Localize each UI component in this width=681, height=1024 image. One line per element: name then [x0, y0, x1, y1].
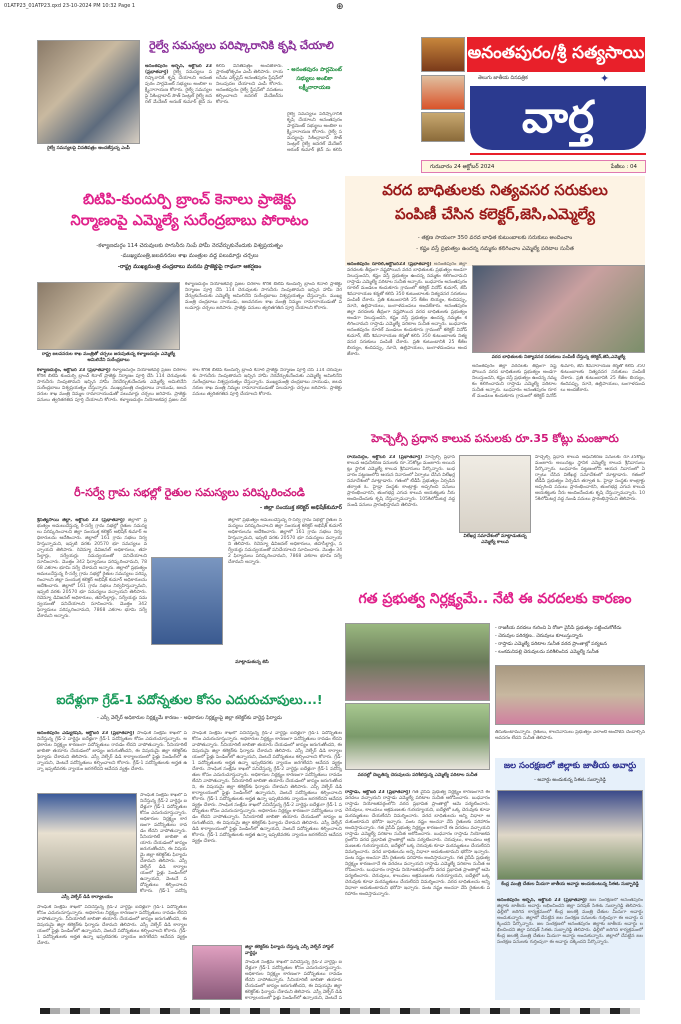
issue-date: గురువారం 24 అక్టోబర్ 2024 — [430, 163, 495, 170]
subheading: - ఎస్సీ వెల్ఫేర్ అధికారుల నిర్లక్ష్యమే కారణం - అధికారుల నిర్లక్ష్యంపై జిల్లా కలెక్టర్‌కు వార్డెన్ల ఫిర్యాదు — [96, 715, 282, 721]
bullet: - రాప్తాడు ఎమ్మెల్యే పరిటాల సునీత వరద ప్రాంతాల్లో పర్యటన — [495, 642, 607, 647]
article-body-cont: సాంఘిక సంక్షేమ శాఖలో పనిచేస్తున్న గ్రేడ్-2 వార్డెన్లు ఐదేళ్లుగా గ్రేడ్-1 పదోన్నతుల కోసం ఎదురుచూస్తున్నారు. అధికారుల నిర్లక్ష్యం కారణంగా పదోన్నతులు రావడం లేదని వాపోతున్నారు. సీనియారిటీ జాబితా తయారు చేయడంలో జాప్యం జరుగుతోందని, ఈ విషయమై జిల్లా కలెక్టర్‌కు ఫిర్యాదు చేశామని తెలిపారు. ఎస్సీ వెల్ఫేర్ డిడి కార్యాలయంలో ఫైళ్లు పెండింగ్‌లో ఉన్నాయని, వెంటనే పదోన్నతులు కల్పించాలని కోరారు. గ్రేడ్-1 పదోన్న — [140, 793, 187, 893]
body-text: జల సంరక్షణలో అనంతపురం జిల్లాకు జాతీయ అవార్డు లభించిందని జిల్లా పరిషత్ సిఈఓ సుబ్బారెడ్డి తెలిపారు. ఢిల్లీలో జరిగిన కార్యక్రమంలో కేంద్ర జలశక్తి మంత్రి చేతుల మీదుగా అవార్డు అందుకున్నారు. జిల్లాలో చేపట్టిన జల సంరక్షణ పనులకు గుర్తింపుగా ఈ అవార్డు దక్కిందని పేర్కొన్నారు. — [497, 922, 643, 945]
joint-collector-photo — [151, 557, 223, 645]
minister-meeting-photo — [37, 282, 180, 350]
deity-photo — [421, 37, 465, 72]
body-text: కళ్యాణదుర్గం నియోజకవర్గ ప్రజల చిరకాల కోరిక బిటిపి కుందుర్పి బ్రాంచ్ కెనాల్ ప్రాజెక్టు నిర్మాణం పూర్తి చేసి 114 చెరువులకు సాగునీరు నింపుతామని ఇచ్చిన హామీ నెరవేర్చుకునేందుకు ఎమ్మెల్యే అమిలినేని సురేంద్రబాబు విశ్వప్రయత్నం చేస్తున్నారు. ముఖ్యమంత్రి చంద్రబాబు నాయుడు, జలవనరుల శాఖ మంత్రి నిమ్మల రామానాయుడుతో పలుమార్లు చర్చలు జరిపారు. ప్రాజెక్టు పనులు త్వరితగతిన పూర్తి చేయాలని కోరారు. — [119, 368, 342, 403]
article-body-cont: హెచ్చెల్సీ ప్రధాన కాలువ ఆధునీకరణ పనులకు రూ.35కోట్లు మంజూరు అయినట్లు స్థానిక ఎమ్మెల్యే కాలువ శ్రీనివాసులు పేర్కొన్నారు. బుధవారం పట్టణంలోని ఆయన నివాసంలో ఏర్పాటు చేసిన విలేఖర్ల సమావేశంలో మాట్లాడారు. గతంలో టీడీపీ ప్రభుత్వం ఏర్పడిన తర్వాత ఓ. హైడ్రా సంస్థకు కాంట్రాక్టు అప్పగించి పనులు ప్రారంభించారని, తుంగభద్ర ఎగువ కాలువ ఆయకట్టుకు నీరు అందించేందుకు కృషి చేస్తున్నామన్నారు. 105కిలోమీటర్ల వద్ద నుండి పనులు ప్రారంభిస్తామని తెలిపారు. — [535, 455, 645, 502]
headline-flood-relief-2: పంపిణీ చేసిన కలెక్టర్,జెసి,ఎమ్మెల్యే — [395, 205, 595, 223]
page-count: పేజీలు : 04 — [610, 163, 637, 170]
headline-past-govt-negligence: గత ప్రభుత్వ నిర్లక్ష్యమే.. నేటి ఈ వరదలకు కారణం — [358, 591, 632, 607]
region-name: అనంతపురం/శ్రీ సత్యసాయి — [467, 42, 645, 63]
photo-caption: జిల్లా కలెక్టర్‌కు ఫిర్యాదు చేస్తున్న ఎస్సీ వెల్ఫేర్ హాస్టల్ వార్డెన్లు — [245, 945, 334, 956]
article-body-cont: సాంఘిక సంక్షేమ శాఖలో పనిచేస్తున్న గ్రేడ్-2 వార్డెన్లు ఐదేళ్లుగా గ్రేడ్-1 పదోన్నతుల కోసం ఎదురుచూస్తున్నారు. అధికారుల నిర్లక్ష్యం కారణంగా పదోన్నతులు రావడం లేదని వాపోతున్నారు. సీనియారిటీ జాబితా తయారు చేయడంలో జాప్యం జరుగుతోందని, ఈ విషయమై జిల్లా కలెక్టర్‌కు ఫిర్యాదు చేశామని తెలిపారు. ఎస్సీ వెల్ఫేర్ డిడి కార్యాలయంలో ఫైళ్లు పెండింగ్‌లో ఉన్నాయని, వెంటనే పదోన్నతులు కల్పించాలని కోరారు. గ్రేడ్-1 పదోన్నతులకు అర్హత ఉన్నా ఇప్పటివరకు న్యాయం జరగలేదని ఆవేదన వ్యక్తం చేశారు. — [37, 905, 187, 946]
body-text: సాంఘిక సంక్షేమ శాఖలో పనిచేస్తున్న గ్రేడ్-2 వార్డెన్లు ఐదేళ్లుగా గ్రేడ్-1 పదోన్నతుల కోసం ఎదురుచూస్తున్నారు. అధికారుల నిర్లక్ష్యం కారణంగా పదోన్నతులు రావడం లేదని వాపోతున్నారు. సీనియారిటీ జాబితా తయారు చేయడంలో జాప్యం జరుగుతోందని, ఈ విషయమై జిల్లా కలెక్టర్‌కు ఫిర్యాదు చేశామని తెలిపారు. ఎస్సీ వెల్ఫేర్ డిడి కార్యాలయంలో ఫైళ్లు పెండింగ్‌లో ఉన్నాయని, వెంటనే పదోన్నతులు కల్పించాలని కోరారు. గ్రేడ్-1 పదోన్నతులకు అర్హత ఉన్నా ఇప్పటివరకు న్యాయం జరగలేదని ఆవేదన వ్యక్తం చేశారు. — [37, 731, 187, 772]
article-body — [37, 518, 147, 670]
bullet: - లంకమనిపల్లి చెరువులను పరిశీలించిన ఎమ్మెల్యే సునీత — [495, 650, 599, 655]
body-text: సాంఘిక సంక్షేమ శాఖలో పనిచేస్తున్న గ్రేడ్-2 వార్డెన్లు ఐదేళ్లుగా గ్రేడ్-1 పదోన్నతుల కోసం ఎదురుచూస్తున్నారు. అధికారుల నిర్లక్ష్యం కారణంగా పదోన్నతులు రావడం లేదని వాపోతున్నారు. సీనియారిటీ జాబితా తయారు చేయడంలో జాప్యం జరుగుతోందని, ఈ విషయమై జిల్లా కలెక్టర్‌కు ఫిర్యాదు చేశామని తెలిపారు. ఎస్సీ వెల్ఫేర్ డిడి కార్యాలయంలో ఫైళ్లు పెండింగ్‌లో ఉన్నాయని, వెంటనే పదోన్నతులు కల్పించాలని కోరారు. గ్రేడ్-1 పదోన్నతులకు అర్హత ఉన్నా ఇప్పటివరకు న్యాయం జరగలేదని ఆవేదన వ్యక్తం చేశారు. — [192, 767, 342, 808]
article-body — [37, 731, 187, 791]
dateline: అనంతపురం అర్బన్, అక్టోబర్ 23 (ప్రభాతవార్త) — [497, 898, 587, 903]
dateline: అనంతపురం అర్బన్, అక్టోబర్ 23 (ప్రభాతవార్త) — [145, 64, 212, 75]
masthead-logo: వార్త — [470, 86, 646, 150]
logo-dove-icon: ✦ — [600, 72, 610, 85]
bullet: -రాష్ట్ర ముఖ్యమంత్రి చంద్రబాబు మనసు ప్రాజెక్టుపై గాఢంగా ఆకర్షణం — [117, 264, 262, 270]
photo-caption: కేంద్ర మంత్రి చేతుల మీదుగా జాతీయ అవార్డు అందుకుంటున్న సిఈఓ సుబ్బారెడ్డి — [501, 882, 639, 887]
mla-portrait-photo — [459, 455, 531, 533]
bullet: - చెరువుల పరిరక్షణ.. చెరువులు కూలుస్తున్నారు — [495, 634, 583, 639]
bullet: -ముఖ్యమంత్రి,జలవనరుల శాఖ మంత్రుల వద్ద పలుమార్లు చర్చలు — [120, 253, 259, 259]
subheading: - జిల్లా సంయుక్త కలెక్టర్ అభిషేక్‌కుమార్ — [259, 505, 342, 511]
dateline: శ్రీసత్యసాయి జిల్లా, అక్టోబర్ 23 (ప్రభాతవార్త) — [37, 518, 125, 523]
color-registration-bar — [40, 1008, 640, 1014]
bullet: - రాజకీయ వరదలు గురించి ఏ రోజూ వైసీపీ ప్రభుత్వం పట్టించుకోలేదు — [495, 626, 622, 631]
article-body-cont: సాంఘిక సంక్షేమ శాఖలో పనిచేస్తున్న గ్రేడ్-2 వార్డెన్లు ఐదేళ్లుగా గ్రేడ్-1 పదోన్నతుల కోసం ఎదురుచూస్తున్నారు. అధికారుల నిర్లక్ష్యం కారణంగా పదోన్నతులు రావడం లేదని వాపోతున్నారు. సీనియారిటీ జాబితా తయారు చేయడంలో జాప్యం జరుగుతోందని, ఈ విషయమై జిల్లా కలెక్టర్‌కు ఫిర్యాదు చేశామని తెలిపారు. ఎస్సీ వెల్ఫేర్ డిడి కార్యాలయంలో ఫైళ్లు పెండింగ్‌లో ఉన్నాయని, వెంటనే ప — [245, 960, 342, 1000]
photo-caption: విలేఖర్ల సమావేశంలో మాట్లాడుతున్న ఎమ్మెల్యే కాలువ — [463, 534, 527, 545]
article-body-cont: అనంతపురం జిల్లా వరదలకు తీవ్రంగా నష్టపోయిన వరద బాధితులకు ప్రభుత్వం అండగా నిలుస్తుందని, కష్టం వస్తే ప్రభుత్వం ఉందన్న నమ్మకం కలిగించామని రాప్తాడు ఎమ్మెల్యే పరిటాల సునీత అన్నారు. బుధవారం అనంతపురం రూరల్ మండలం కందుకూరు గ్రామంలో కలెక్టర్ వినోద్ కుమార్, జేసీ శివనారాయణ శర్మతో కలిసి 350 కుటుంబాలకు నిత్యవసర సరుకులు పంపిణీ చేశారు. ప్రతి కుటుంబానికి 25 కేజీల బియ్యం, కందిపప్పు, నూనె, ఉల్లిపాయలు, బంగాళదుంపలు అందజేశారు. — [472, 364, 645, 399]
photo-caption: రాష్ట్ర జలవనరుల శాఖ మంత్రితో చర్చలు జరుపుతున్న కళ్యాణదుర్గం ఎమ్మెల్యే అమిలినేని సురేంద్రబాబు — [41, 352, 176, 363]
photo-caption: ఎస్సీ వెల్ఫేర్ డిడి కార్యాలయం — [61, 895, 113, 900]
headline-flood-relief-1: వరద బాధితులకు నిత్యవసర సరుకులు — [382, 181, 608, 199]
flood-inspection-photo-2 — [345, 703, 490, 770]
subheading: - అనంతపురం పార్లమెంట్ సభ్యులు అంబికా లక్ష్మీనారాయణ — [287, 67, 342, 91]
body-text: జిల్లాలో ప్రభుత్వం అమలుచేస్తున్న రీ-సర్వే గ్రామ సభల్లో రైతుల సమస్యలు పరిష్కరించాలని జిల్లా సంయుక్త కలెక్టర్ అభిషేక్ కుమార్ అధికారులను ఆదేశించారు. జిల్లాలో 161 గ్రామ సభలు నిర్వహిస్తున్నామని, ఇప్పటి వరకు 20570 భూ సమస్యలు వచ్చాయని తెలిపారు. రెవెన్యూ డివిజనల్ అధికారులు, తహసీల్దార్లు, సర్వేయర్లు సమన్వయంతో పనిచేయాలని సూచించారు. మొత్తం 342 ఫిర్యాదులు పరిష్కరించామని, 7868 ఎకరాల భూమి సర్వే చేశామని అన్నారు. — [37, 566, 147, 619]
masthead-rule — [470, 153, 646, 155]
masthead-region-banner — [467, 37, 645, 72]
headline-railway: రైల్వే సమస్యలు పరిష్కారానికి కృషి చేయాలి — [149, 39, 334, 52]
headline-hlc-canal: హెచ్చెల్సీ ప్రధాన కాలువ పనులకు రూ.35 కోట్లు మంజూరు — [371, 432, 619, 445]
body-text: గత వైసీపీ ప్రభుత్వ నిర్లక్ష్యం కారణంగానే ఈ వరదలు వచ్చాయని రాప్తాడు ఎమ్మెల్యే పరిటాల సునీత ఆరోపించారు. బుధవారం రాప్తాడు నియోజకవర్గంలోని వరద ప్రభావిత ప్రాంతాల్లో ఆమె పర్యటించారు. చెరువులు, కాలువలు ఆక్రమణలకు గురయ్యాయని, ఐదేళ్లలో ఒక్క చెరువుకు కూడా మరమ్మతులు చేయలేదని విమర్శించారు. వరద బాధితులను అన్ని విధాలా ఆదుకుంటామని భరోసా ఇచ్చారు. పంట నష్టం అంచనా వేసి రైతులకు పరిహారం అందిస్తామన్నారు. — [345, 856, 490, 897]
body-text: సాంఘిక సంక్షేమ శాఖలో పనిచేస్తున్న గ్రేడ్-2 వార్డెన్లు ఐదేళ్లుగా గ్రేడ్-1 పదోన్నతుల కోసం ఎదురుచూస్తున్నారు. అధికారుల నిర్లక్ష్యం కారణంగా పదోన్నతులు రావడం లేదని వాపోతున్నారు. సీనియారిటీ జాబితా తయారు చేయడంలో జాప్యం జరుగుతోందని, ఈ విషయమై జిల్లా కలెక్టర్‌కు ఫిర్యాదు చేశామని తెలిపారు. ఎస్సీ వెల్ఫేర్ డిడి కార్యాలయంలో ఫైళ్లు పెండింగ్‌లో ఉన్నాయని, వెంటనే పదోన్నతులు కల్పించాలని కోరారు. గ్రేడ్-1 పదోన్నతులకు అర్హత ఉన్నా ఇప్పటివరకు న్యాయం జరగలేదని ఆవేదన వ్యక్తం చేశారు. — [192, 803, 342, 844]
temple-photo — [421, 112, 465, 142]
photo-caption: రైల్వే సమస్యలపై వినతిపత్రం అందజేస్తున్న ఎంపీ — [47, 146, 130, 151]
registration-mark: ⊕ — [336, 2, 344, 12]
flood-water-photo — [495, 665, 645, 725]
dateline: రాప్తాడు, అక్టోబర్ 23 (ప్రభాతవార్త) — [345, 790, 411, 795]
flood-relief-photo — [472, 265, 645, 353]
body-text: హెచ్చెల్సీ ప్రధాన కాలువ ఆధునీకరణ పనులకు రూ.35కోట్లు మంజూరు అయినట్లు స్థానిక ఎమ్మెల్యే కాలువ శ్రీనివాసులు పేర్కొన్నారు. బుధవారం పట్టణంలోని ఆయన నివాసంలో ఏర్పాటు చేసిన విలేఖర్ల సమావేశంలో మాట్లాడారు. గతంలో టీడీపీ ప్రభుత్వం ఏర్పడిన తర్వాత ఓ. హైడ్రా సంస్థకు కాంట్రాక్టు అప్పగించి పనులు ప్రారంభించారని, తుంగభద్ర ఎగువ కాలువ ఆయకట్టుకు నీరు అందించేందుకు కృషి చేస్తున్నామన్నారు. 105కిలోమీటర్ల వద్ద నుండి పనులు ప్రారంభిస్తామని తెలిపారు. — [347, 455, 455, 508]
bullet-list — [495, 625, 645, 665]
article-body-cont: రైల్వే సమస్యలు పరిష్కారానికి కృషి చేయాలని అనంతపురం పార్లమెంట్ సభ్యులు అంబికా లక్ష్మీనారాయణ కోరారు. రైల్వే సమస్యలపై సికింద్రాబాద్ సౌత్ సెంట్రల్ రైల్వే జనరల్ మేనేజర్ అరుణ్ కుమార్ జైన్ ను కలిసి — [287, 112, 342, 152]
photo-caption: వరదల్లో దెబ్బతిన్న చెరువులను పరిశీలిస్తున్న ఎమ్మెల్యే పరిటాల సునీత — [357, 773, 478, 778]
sc-welfare-office-photo — [37, 793, 137, 893]
article-body — [345, 790, 490, 1000]
body-text: జల సంరక్షణలో అనంతపురం జిల్లాకు జాతీయ అవార్డు లభించిందని జిల్లా పరిషత్ సిఈఓ సుబ్బారెడ్డి తెలిపారు. ఢిల్లీలో జరిగిన కార్యక్రమంలో కేంద్ర జలశక్తి మంత్రి చేతుల మీదుగా అవార్డు అందుకున్నారు. జిల్లాలో చేపట్టిన జల సంరక్షణ పనులకు గుర్తింపుగా ఈ అవార్డు దక్కిందని పేర్కొన్నారు. — [497, 898, 643, 927]
headline-resurvey: రీ-సర్వే గ్రామ సభల్లో రైతుల సమస్యలు పరిష్కరించండి — [74, 486, 305, 499]
headline-water-award: జల సంరక్షణలో జిల్లాకు జాతీయ అవార్డు — [503, 761, 637, 771]
bullet: - కష్టం వస్తే ప్రభుత్వం ఉందన్న నమ్మకం కలిగించాం ఎమ్మెల్యే పరిటాల సునీత — [416, 246, 574, 252]
body-text: గత వైసీపీ ప్రభుత్వ నిర్లక్ష్యం కారణంగానే ఈ వరదలు వచ్చాయని రాప్తాడు ఎమ్మెల్యే పరిటాల సునీత ఆరోపించారు. బుధవారం రాప్తాడు నియోజకవర్గంలోని వరద ప్రభావిత ప్రాంతాల్లో ఆమె పర్యటించారు. చెరువులు, కాలువలు ఆక్రమణలకు గురయ్యాయని, ఐదేళ్లలో ఒక్క చెరువుకు కూడా మరమ్మతులు చేయలేదని విమర్శించారు. వరద బాధితులను అన్ని విధాలా ఆదుకుంటామని భరోసా ఇచ్చారు. పంట నష్టం అంచనా వేసి రైతులకు పరిహారం అందిస్తామన్నారు. — [345, 826, 490, 861]
dateline: రాయదుర్గం, అక్టోబర్ 23 (ప్రభాతవార్త) — [347, 455, 423, 460]
article-body-top: కళ్యాణదుర్గం నియోజకవర్గ ప్రజల చిరకాల కోరిక బిటిపి కుందుర్పి బ్రాంచ్ కెనాల్ ప్రాజెక్టు నిర్మాణం పూర్తి చేసి 114 చెరువులకు సాగునీరు నింపుతామని ఇచ్చిన హామీ నెరవేర్చుకునేందుకు ఎమ్మెల్యే అమిలినేని సురేంద్రబాబు విశ్వప్రయత్నం చేస్తున్నారు. ముఖ్యమంత్రి చంద్రబాబు నాయుడు, జలవనరుల శాఖ మంత్రి నిమ్మల రామానాయుడుతో పలుమార్లు చర్చలు జరిపారు. ప్రాజెక్టు పనులు త్వరితగతిన పూర్తి చేయాలని కోరారు. — [185, 282, 342, 311]
dateline: కళ్యాణదుర్గం, అక్టోబర్ 23 (ప్రభాతవార్త) — [37, 368, 111, 373]
body-text: జిల్లాలో ప్రభుత్వం అమలుచేస్తున్న రీ-సర్వే గ్రామ సభల్లో రైతుల సమస్యలు పరిష్కరించాలని జిల్లా సంయుక్త కలెక్టర్ అభిషేక్ కుమార్ అధికారులను ఆదేశించారు. జిల్లాలో 161 గ్రామ సభలు నిర్వహిస్తున్నామని, ఇప్పటి వరకు 20570 భూ సమస్యలు వచ్చాయని తెలిపారు. రెవెన్యూ డివిజనల్ అధికారులు, తహసీల్దార్లు, సర్వేయర్లు సమన్వయంతో పనిచేయాలని సూచించారు. మొత్తం 342 ఫిర్యాదులు పరిష్కరించామని, 7868 ఎకరాల భూమి సర్వే చేశామని అన్నారు. — [37, 518, 147, 571]
body-text: అనంతపురం జిల్లా వరదలకు తీవ్రంగా నష్టపోయిన వరద బాధితులకు ప్రభుత్వం అండగా నిలుస్తుందని, కష్టం వస్తే ప్రభుత్వం ఉందన్న నమ్మకం కలిగించామని రాప్తాడు ఎమ్మెల్యే పరిటాల సునీత అన్నారు. బుధవారం అనంతపురం రూరల్ మండలం కందుకూరు గ్రామంలో కలెక్టర్ వినోద్ కుమార్, జేసీ శివనారాయణ శర్మతో కలిసి 350 కుటుంబాలకు నిత్యవసర సరుకులు పంపిణీ చేశారు. ప్రతి కుటుంబానికి 25 కేజీల బియ్యం, కందిపప్పు, నూనె, ఉల్లిపాయలు, బంగాళదుంపలు అందజేశారు. — [347, 304, 467, 357]
bullet: - తక్షణ సాయంగా 350 వరద బాధిత కుటుంబాలకు సరుకులు అందించాం — [417, 235, 573, 241]
dateline: అనంతపురం ఎడ్యుకేషన్, అక్టోబర్ 23 (ప్రభాతవార్త) — [37, 731, 135, 736]
article-body-cont: తీసుకుంటామన్నారు. రైతులు, కాలనీవాసులు ప్రభుత్వం ఎలాంటి ఆందోళన చెందాల్సిన అవసరం లేదని సునీత తెలిపారు. — [495, 730, 645, 741]
railway-meeting-photo — [37, 40, 140, 144]
article-body — [37, 368, 342, 478]
headline-btp-canal-1: బిటిపి-కుందుర్పి బ్రాంచ్ కెనాలు ప్రాజెక్టు — [82, 192, 297, 208]
article-body — [497, 898, 643, 998]
photo-caption: వరద బాధితులకు నిత్యావసర సరుకులు పంపిణీ చేస్తున్న కలెక్టర్,జెసి,ఎమ్మెల్యే — [491, 355, 626, 360]
article-body — [145, 64, 283, 174]
flood-inspection-photo-1 — [345, 623, 490, 701]
article-body-cont — [192, 731, 342, 941]
tagline: తెలుగు జాతీయ దినపత్రిక — [478, 75, 528, 81]
subheading: - అవార్డు అందుకున్న సిఈఓ సుబ్బారెడ్డి — [534, 778, 606, 783]
article-body-cont: జిల్లాలో ప్రభుత్వం అమలుచేస్తున్న రీ-సర్వే గ్రామ సభల్లో రైతుల సమస్యలు పరిష్కరించాలని జిల్లా సంయుక్త కలెక్టర్ అభిషేక్ కుమార్ అధికారులను ఆదేశించారు. జిల్లాలో 161 గ్రామ సభలు నిర్వహిస్తున్నామని, ఇప్పటి వరకు 20570 భూ సమస్యలు వచ్చాయని తెలిపారు. రెవెన్యూ డివిజనల్ అధికారులు, తహసీల్దార్లు, సర్వేయర్లు సమన్వయంతో పనిచేయాలని సూచించారు. మొత్తం 342 ఫిర్యాదులు పరిష్కరించామని, 7868 ఎకరాల భూమి సర్వే చేశామని అన్నారు. — [228, 518, 342, 565]
article-body — [347, 262, 467, 422]
award-ceremony-photo — [497, 790, 643, 880]
photo-caption: మాట్లాడుతున్న జెసి — [235, 660, 269, 665]
file-info: 01ATP23_01ATP23.qxd 23-10-2024 PM 10:32 Page 1 — [4, 3, 136, 9]
body-text: గత వైసీపీ ప్రభుత్వ నిర్లక్ష్యం కారణంగానే ఈ వరదలు వచ్చాయని రాప్తాడు ఎమ్మెల్యే పరిటాల సునీత ఆరోపించారు. బుధవారం రాప్తాడు నియోజకవర్గంలోని వరద ప్రభావిత ప్రాంతాల్లో ఆమె పర్యటించారు. చెరువులు, కాలువలు ఆక్రమణలకు గురయ్యాయని, ఐదేళ్లలో ఒక్క చెరువుకు కూడా మరమ్మతులు చేయలేదని విమర్శించారు. వరద బాధితులను అన్ని విధాలా ఆదుకుంటామని భరోసా ఇచ్చారు. పంట నష్టం అంచనా వేసి రైతులకు పరిహారం అందిస్తామన్నారు. — [345, 790, 490, 831]
headline-btp-canal-2: నిర్మాణంపై ఎమ్మెల్యే సురేంద్రబాబు పోరాటం — [70, 213, 309, 229]
body-text: అనంతపురం జిల్లా వరదలకు తీవ్రంగా నష్టపోయిన వరద బాధితులకు ప్రభుత్వం అండగా నిలుస్తుందని, కష్టం వస్తే ప్రభుత్వం ఉందన్న నమ్మకం కలిగించామని రాప్తాడు ఎమ్మెల్యే పరిటాల సునీత అన్నారు. బుధవారం అనంతపురం రూరల్ మండలం కందుకూరు గ్రామంలో కలెక్టర్ వినోద్ కుమార్, జేసీ శివనారాయణ శర్మతో కలిసి 350 కుటుంబాలకు నిత్యవసర సరుకులు పంపిణీ చేశారు. ప్రతి కుటుంబానికి 25 కేజీల బియ్యం, కందిపప్పు, నూనె, ఉల్లిపాయలు, బంగాళదుంపలు అందజేశారు. — [347, 262, 467, 309]
dateline: అనంతపురం రూరల్,అక్టోబర్23 (ప్రభాతవార్త) — [347, 262, 432, 267]
body-text: రైల్వే సమస్యలు పరిష్కారానికి కృషి చేయాలని అనంతపురం పార్లమెంట్ సభ్యులు అంబికా లక్ష్మీనారాయణ కోరారు. రైల్వే సమస్యలపై సికింద్రాబాద్ సౌత్ సెంట్రల్ రైల్వే జనరల్ మేనేజర్ అరుణ్ కుమార్ జైన్ ను కలిసి వినతిపత్రం అందజేశారు. ప్రారంభోత్సవం ఎంపీ తెలిపారు. రాయలసీమ ఎక్స్‌ప్రెస్ అనంతపురం స్టేషన్‌లో నిలుపుదల చేయాలని ఎంపీ కోరారు. అనంతపురం రైల్వే స్టేషన్‌లో వసతులు కల్పించాలని జనరల్ మేనేజర్‌ను కోరారు. — [145, 64, 283, 105]
date-bar — [421, 160, 646, 173]
body-text: కళ్యాణదుర్గం నియోజకవర్గ ప్రజల చిరకాల కోరిక బిటిపి కుందుర్పి బ్రాంచ్ కెనాల్ ప్రాజెక్టు నిర్మాణం పూర్తి చేసి 114 చెరువులకు సాగునీరు నింపుతామని ఇచ్చిన హామీ నెరవేర్చుకునేందుకు ఎమ్మెల్యే అమిలినేని సురేంద్రబాబు విశ్వప్రయత్నం చేస్తున్నారు. ముఖ్యమంత్రి చంద్రబాబు నాయుడు, జలవనరుల శాఖ మంత్రి నిమ్మల రామానాయుడుతో పలుమార్లు చర్చలు జరిపారు. ప్రాజెక్టు పనులు త్వరితగతిన పూర్తి చేయాలని కోరారు. — [37, 368, 187, 403]
headline-grade1-promotions: ఐదేళ్లుగా గ్రేడ్-1 పదోన్నతుల కోసం ఎదురుచూపులు...! — [56, 692, 323, 707]
bullet: -కళ్యాణదుర్గం 114 చెరువులకు సాగునీరు నింపే హామీ నెరవేర్చుకునేందుకు విశ్వప్రయత్నం — [96, 243, 283, 249]
sai-baba-photo — [421, 75, 465, 110]
body-text: సాంఘిక సంక్షేమ శాఖలో పనిచేస్తున్న గ్రేడ్-2 వార్డెన్లు ఐదేళ్లుగా గ్రేడ్-1 పదోన్నతుల కోసం ఎదురుచూస్తున్నారు. అధికారుల నిర్లక్ష్యం కారణంగా పదోన్నతులు రావడం లేదని వాపోతున్నారు. సీనియారిటీ జాబితా తయారు చేయడంలో జాప్యం జరుగుతోందని, ఈ విషయమై జిల్లా కలెక్టర్‌కు ఫిర్యాదు చేశామని తెలిపారు. ఎస్సీ వెల్ఫేర్ డిడి కార్యాలయంలో ఫైళ్లు పెండింగ్‌లో ఉన్నాయని, వెంటనే పదోన్నతులు కల్పించాలని కోరారు. గ్రేడ్-1 పదోన్నతులకు అర్హత ఉన్నా ఇప్పటివరకు న్యాయం జరగలేదని ఆవేదన వ్యక్తం చేశారు. — [192, 731, 342, 772]
wardens-complaint-photo — [192, 945, 242, 1000]
article-body — [347, 455, 455, 580]
